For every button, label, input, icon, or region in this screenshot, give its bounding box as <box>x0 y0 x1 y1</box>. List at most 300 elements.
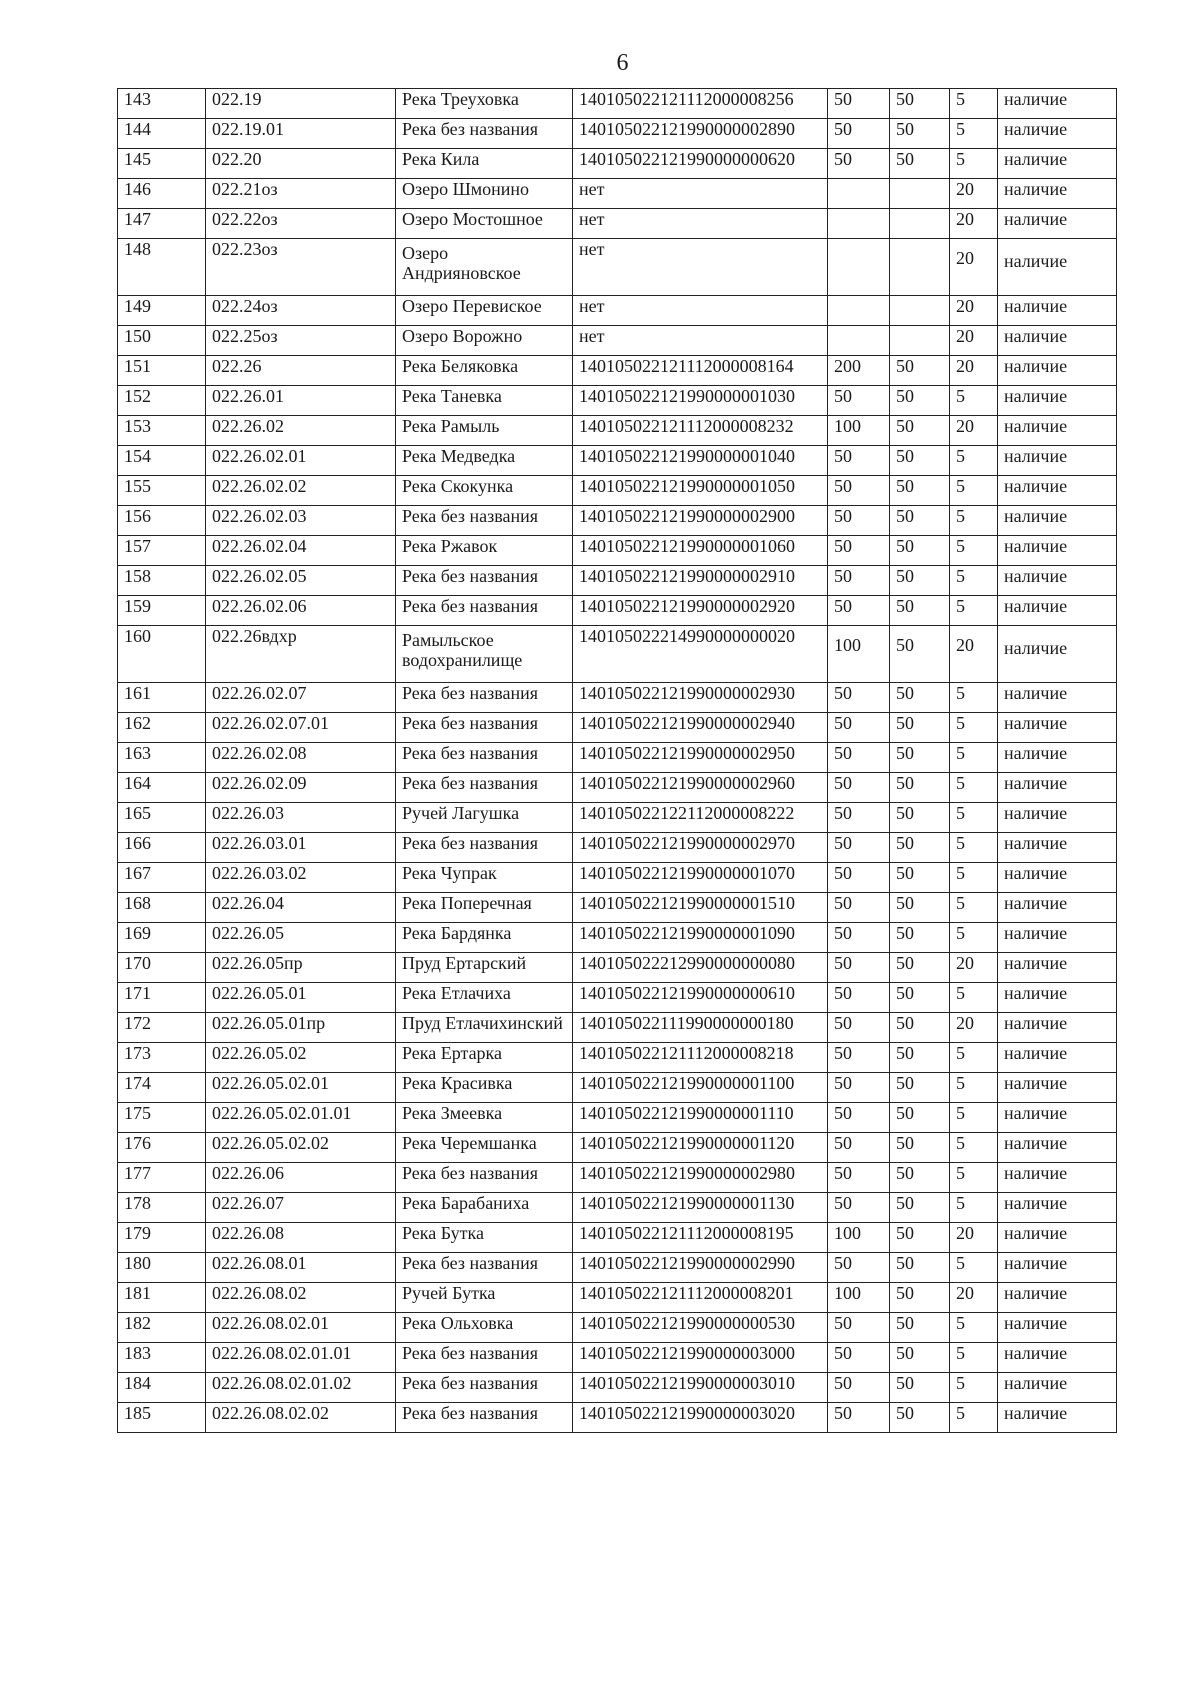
object-name: Пруд Етлачихинский <box>396 1013 573 1043</box>
row-number: 178 <box>118 1193 206 1223</box>
status: наличие <box>998 296 1117 326</box>
registry-id: 140105022121990000002930 <box>573 683 828 713</box>
value-2: 50 <box>890 683 950 713</box>
value-2: 50 <box>890 803 950 833</box>
status: наличие <box>998 1013 1117 1043</box>
object-code: 022.26.05пр <box>206 953 396 983</box>
value-1: 50 <box>828 773 890 803</box>
status: наличие <box>998 833 1117 863</box>
row-number: 160 <box>118 626 206 683</box>
registry-id: 140105022121990000001070 <box>573 863 828 893</box>
row-number: 177 <box>118 1163 206 1193</box>
row-number: 179 <box>118 1223 206 1253</box>
object-name: Река Треуховка <box>396 89 573 119</box>
value-1: 50 <box>828 1043 890 1073</box>
status: наличие <box>998 983 1117 1013</box>
registry-id: нет <box>573 326 828 356</box>
status: наличие <box>998 1043 1117 1073</box>
object-code: 022.26.02.07.01 <box>206 713 396 743</box>
registry-id: 140105022121990000002960 <box>573 773 828 803</box>
status: наличие <box>998 893 1117 923</box>
object-code: 022.26.08.01 <box>206 1253 396 1283</box>
registry-id: 140105022121990000000620 <box>573 149 828 179</box>
registry-id: 140105022121112000008256 <box>573 89 828 119</box>
value-3: 5 <box>950 923 998 953</box>
table-row <box>118 863 1117 893</box>
object-name: Река Етлачиха <box>396 983 573 1013</box>
object-code: 022.26.08.02.01.01 <box>206 1343 396 1373</box>
row-number: 173 <box>118 1043 206 1073</box>
value-2: 50 <box>890 1043 950 1073</box>
status: наличие <box>998 416 1117 446</box>
value-3: 20 <box>950 1223 998 1253</box>
value-1: 100 <box>828 626 890 683</box>
row-number: 154 <box>118 446 206 476</box>
table-row <box>118 1013 1117 1043</box>
table-row <box>118 803 1117 833</box>
status: наличие <box>998 179 1117 209</box>
value-1 <box>828 209 890 239</box>
value-3: 5 <box>950 1163 998 1193</box>
value-2: 50 <box>890 893 950 923</box>
registry-id: 140105022121990000002920 <box>573 596 828 626</box>
object-name: Река Рамыль <box>396 416 573 446</box>
value-1: 50 <box>828 596 890 626</box>
page-number: 6 <box>616 50 629 76</box>
object-code: 022.20 <box>206 149 396 179</box>
value-2: 50 <box>890 1103 950 1133</box>
value-2: 50 <box>890 923 950 953</box>
object-code: 022.26.02.01 <box>206 446 396 476</box>
object-code: 022.26.04 <box>206 893 396 923</box>
table-row <box>118 566 1117 596</box>
status: наличие <box>998 566 1117 596</box>
object-name: Река без названия <box>396 1343 573 1373</box>
object-name: Река без названия <box>396 1403 573 1433</box>
row-number: 182 <box>118 1313 206 1343</box>
object-code: 022.26.08.02.01.02 <box>206 1373 396 1403</box>
row-number: 152 <box>118 386 206 416</box>
registry-id: 140105022121990000001110 <box>573 1103 828 1133</box>
object-name: Озеро Перевиское <box>396 296 573 326</box>
table-row <box>118 596 1117 626</box>
object-name: Река без названия <box>396 833 573 863</box>
value-1 <box>828 296 890 326</box>
status: наличие <box>998 923 1117 953</box>
row-number: 180 <box>118 1253 206 1283</box>
status: наличие <box>998 773 1117 803</box>
table-row <box>118 983 1117 1013</box>
value-2: 50 <box>890 1013 950 1043</box>
object-code: 022.23оз <box>206 239 396 296</box>
object-name: Река Бутка <box>396 1223 573 1253</box>
object-code: 022.19 <box>206 89 396 119</box>
object-code: 022.26.02.03 <box>206 506 396 536</box>
row-number: 175 <box>118 1103 206 1133</box>
row-number: 148 <box>118 239 206 296</box>
registry-id: 140105022111990000000180 <box>573 1013 828 1043</box>
value-1: 50 <box>828 983 890 1013</box>
status: наличие <box>998 1193 1117 1223</box>
row-number: 161 <box>118 683 206 713</box>
row-number: 146 <box>118 179 206 209</box>
row-number: 163 <box>118 743 206 773</box>
object-code: 022.26.02.02 <box>206 476 396 506</box>
object-name: Река Чупрак <box>396 863 573 893</box>
value-1: 50 <box>828 713 890 743</box>
object-name: Озеро Мостошное <box>396 209 573 239</box>
registry-id: 140105022121990000003020 <box>573 1403 828 1433</box>
row-number: 147 <box>118 209 206 239</box>
registry-id: 140105022121112000008164 <box>573 356 828 386</box>
value-2: 50 <box>890 1313 950 1343</box>
object-code: 022.21оз <box>206 179 396 209</box>
object-code: 022.26.08.02 <box>206 1283 396 1313</box>
value-1: 50 <box>828 506 890 536</box>
object-code: 022.26.03.01 <box>206 833 396 863</box>
value-1: 50 <box>828 149 890 179</box>
object-code: 022.26.08.02.01 <box>206 1313 396 1343</box>
value-3: 20 <box>950 326 998 356</box>
registry-id: 140105022121990000003000 <box>573 1343 828 1373</box>
row-number: 167 <box>118 863 206 893</box>
value-3: 5 <box>950 803 998 833</box>
registry-id: 140105022121990000001050 <box>573 476 828 506</box>
table-row <box>118 179 1117 209</box>
value-2: 50 <box>890 953 950 983</box>
object-code: 022.26.05.01пр <box>206 1013 396 1043</box>
object-code: 022.26.02.07 <box>206 683 396 713</box>
registry-id: 140105022121990000002990 <box>573 1253 828 1283</box>
value-3: 5 <box>950 743 998 773</box>
row-number: 156 <box>118 506 206 536</box>
object-name: Река без названия <box>396 713 573 743</box>
status: наличие <box>998 446 1117 476</box>
table-row <box>118 1133 1117 1163</box>
registry-id: 140105022121112000008195 <box>573 1223 828 1253</box>
object-name: Река Барабаниха <box>396 1193 573 1223</box>
value-3: 5 <box>950 1313 998 1343</box>
registry-id: 140105022121990000001030 <box>573 386 828 416</box>
table-row <box>118 1043 1117 1073</box>
value-2: 50 <box>890 1133 950 1163</box>
status: наличие <box>998 536 1117 566</box>
table-row <box>118 536 1117 566</box>
table-row <box>118 1283 1117 1313</box>
table-row <box>118 149 1117 179</box>
value-2: 50 <box>890 1373 950 1403</box>
value-1: 50 <box>828 1253 890 1283</box>
object-name: Река без названия <box>396 773 573 803</box>
value-2: 50 <box>890 713 950 743</box>
value-1: 50 <box>828 1073 890 1103</box>
value-2 <box>890 179 950 209</box>
value-3: 5 <box>950 386 998 416</box>
registry-id: 140105022121990000001060 <box>573 536 828 566</box>
object-code: 022.26.05.01 <box>206 983 396 1013</box>
object-code: 022.26.05.02.01 <box>206 1073 396 1103</box>
object-name: Озеро Ворожно <box>396 326 573 356</box>
row-number: 157 <box>118 536 206 566</box>
value-3: 20 <box>950 953 998 983</box>
value-3: 5 <box>950 566 998 596</box>
value-3: 20 <box>950 239 998 296</box>
value-3: 5 <box>950 1073 998 1103</box>
table-row <box>118 893 1117 923</box>
object-name: Река без названия <box>396 596 573 626</box>
value-3: 20 <box>950 209 998 239</box>
value-1: 50 <box>828 1313 890 1343</box>
table-row <box>118 626 1117 683</box>
object-code: 022.26.05 <box>206 923 396 953</box>
registry-id: 140105022121990000002970 <box>573 833 828 863</box>
table-row <box>118 713 1117 743</box>
status: наличие <box>998 626 1117 683</box>
object-code: 022.26.02.04 <box>206 536 396 566</box>
value-2: 50 <box>890 566 950 596</box>
row-number: 169 <box>118 923 206 953</box>
row-number: 184 <box>118 1373 206 1403</box>
object-name: Река Ольховка <box>396 1313 573 1343</box>
object-code: 022.22оз <box>206 209 396 239</box>
value-3: 5 <box>950 833 998 863</box>
table-row <box>118 386 1117 416</box>
status: наличие <box>998 89 1117 119</box>
status: наличие <box>998 149 1117 179</box>
registry-id: 140105022121990000000610 <box>573 983 828 1013</box>
object-name: Река без названия <box>396 506 573 536</box>
status: наличие <box>998 743 1117 773</box>
value-2: 50 <box>890 1283 950 1313</box>
object-name: Река без названия <box>396 683 573 713</box>
row-number: 149 <box>118 296 206 326</box>
value-1: 50 <box>828 119 890 149</box>
value-1: 50 <box>828 1373 890 1403</box>
value-1: 50 <box>828 743 890 773</box>
table-row <box>118 833 1117 863</box>
row-number: 145 <box>118 149 206 179</box>
table-row <box>118 683 1117 713</box>
status: наличие <box>998 1223 1117 1253</box>
value-3: 20 <box>950 296 998 326</box>
value-2: 50 <box>890 596 950 626</box>
table-row <box>118 1253 1117 1283</box>
value-1: 50 <box>828 803 890 833</box>
object-name: Озеро Шмонино <box>396 179 573 209</box>
table-row <box>118 446 1117 476</box>
registry-id: 140105022122112000008222 <box>573 803 828 833</box>
value-3: 5 <box>950 683 998 713</box>
registry-id: 140105022121990000001120 <box>573 1133 828 1163</box>
value-3: 5 <box>950 983 998 1013</box>
registry-id: 140105022121990000001510 <box>573 893 828 923</box>
row-number: 172 <box>118 1013 206 1043</box>
row-number: 144 <box>118 119 206 149</box>
registry-id: 140105022121990000002900 <box>573 506 828 536</box>
table-row <box>118 356 1117 386</box>
table-row <box>118 1343 1117 1373</box>
status: наличие <box>998 953 1117 983</box>
registry-id: 140105022121990000002980 <box>573 1163 828 1193</box>
value-3: 5 <box>950 89 998 119</box>
object-name: Река Ертарка <box>396 1043 573 1073</box>
value-3: 5 <box>950 863 998 893</box>
value-2: 50 <box>890 356 950 386</box>
object-name: Река Бардянка <box>396 923 573 953</box>
value-2: 50 <box>890 833 950 863</box>
status: наличие <box>998 683 1117 713</box>
status: наличие <box>998 326 1117 356</box>
value-3: 5 <box>950 1373 998 1403</box>
value-1: 50 <box>828 893 890 923</box>
table-row <box>118 239 1117 296</box>
value-1 <box>828 326 890 356</box>
object-name: Река Кила <box>396 149 573 179</box>
status: наличие <box>998 1073 1117 1103</box>
registry-id: 140105022121990000002940 <box>573 713 828 743</box>
value-2: 50 <box>890 476 950 506</box>
object-name: Река Беляковка <box>396 356 573 386</box>
value-2: 50 <box>890 626 950 683</box>
registry-id: 140105022121990000003010 <box>573 1373 828 1403</box>
object-name: Река Ржавок <box>396 536 573 566</box>
registry-id: нет <box>573 296 828 326</box>
value-3: 20 <box>950 356 998 386</box>
object-name: Река без названия <box>396 566 573 596</box>
row-number: 168 <box>118 893 206 923</box>
table-row <box>118 1403 1117 1433</box>
value-2: 50 <box>890 1223 950 1253</box>
object-name: Река Скокунка <box>396 476 573 506</box>
value-3: 5 <box>950 506 998 536</box>
object-name: Пруд Ертарский <box>396 953 573 983</box>
object-code: 022.26.03 <box>206 803 396 833</box>
value-2 <box>890 296 950 326</box>
value-3: 5 <box>950 1343 998 1373</box>
value-2 <box>890 326 950 356</box>
registry-id: 140105022121112000008232 <box>573 416 828 446</box>
status: наличие <box>998 356 1117 386</box>
value-2: 50 <box>890 416 950 446</box>
row-number: 176 <box>118 1133 206 1163</box>
value-3: 5 <box>950 536 998 566</box>
table-row <box>118 89 1117 119</box>
object-code: 022.26.01 <box>206 386 396 416</box>
registry-id: 140105022121990000002950 <box>573 743 828 773</box>
status: наличие <box>998 1283 1117 1313</box>
registry-id: 140105022212990000000080 <box>573 953 828 983</box>
value-2: 50 <box>890 536 950 566</box>
row-number: 143 <box>118 89 206 119</box>
status: наличие <box>998 1103 1117 1133</box>
status: наличие <box>998 506 1117 536</box>
row-number: 158 <box>118 566 206 596</box>
status: наличие <box>998 1373 1117 1403</box>
value-1: 50 <box>828 536 890 566</box>
registry-id: нет <box>573 179 828 209</box>
value-2: 50 <box>890 119 950 149</box>
object-name: Река без названия <box>396 1163 573 1193</box>
table-row <box>118 1193 1117 1223</box>
object-name: Река без названия <box>396 119 573 149</box>
row-number: 155 <box>118 476 206 506</box>
row-number: 185 <box>118 1403 206 1433</box>
value-2: 50 <box>890 1343 950 1373</box>
object-name: Ручей Лагушка <box>396 803 573 833</box>
status: наличие <box>998 1343 1117 1373</box>
value-3: 5 <box>950 446 998 476</box>
status: наличие <box>998 119 1117 149</box>
water-objects-table <box>117 88 1117 1433</box>
value-2 <box>890 209 950 239</box>
row-number: 159 <box>118 596 206 626</box>
object-code: 022.26.05.02.02 <box>206 1133 396 1163</box>
object-code: 022.26вдхр <box>206 626 396 683</box>
status: наличие <box>998 1163 1117 1193</box>
status: наличие <box>998 596 1117 626</box>
row-number: 174 <box>118 1073 206 1103</box>
row-number: 151 <box>118 356 206 386</box>
value-3: 5 <box>950 713 998 743</box>
row-number: 183 <box>118 1343 206 1373</box>
object-code: 022.26.02.06 <box>206 596 396 626</box>
object-code: 022.26.02 <box>206 416 396 446</box>
registry-id: нет <box>573 209 828 239</box>
value-3: 5 <box>950 476 998 506</box>
value-1: 50 <box>828 476 890 506</box>
object-name: Река Змеевка <box>396 1103 573 1133</box>
object-code: 022.26 <box>206 356 396 386</box>
value-3: 20 <box>950 179 998 209</box>
object-name: Река Поперечная <box>396 893 573 923</box>
object-name: Озеро Андрияновское <box>396 239 573 296</box>
table-row <box>118 1313 1117 1343</box>
table-row <box>118 1223 1117 1253</box>
object-code: 022.26.08.02.02 <box>206 1403 396 1433</box>
value-2: 50 <box>890 1073 950 1103</box>
value-1: 50 <box>828 923 890 953</box>
value-1: 100 <box>828 1223 890 1253</box>
value-1 <box>828 239 890 296</box>
object-code: 022.19.01 <box>206 119 396 149</box>
object-code: 022.24оз <box>206 296 396 326</box>
value-3: 5 <box>950 773 998 803</box>
table-row <box>118 1103 1117 1133</box>
value-3: 5 <box>950 119 998 149</box>
table-row <box>118 1163 1117 1193</box>
value-1: 50 <box>828 1343 890 1373</box>
row-number: 181 <box>118 1283 206 1313</box>
object-name: Река без названия <box>396 1253 573 1283</box>
value-1: 50 <box>828 89 890 119</box>
status: наличие <box>998 803 1117 833</box>
value-3: 5 <box>950 596 998 626</box>
row-number: 150 <box>118 326 206 356</box>
object-name: Рамыльское водохранилище <box>396 626 573 683</box>
value-1: 100 <box>828 1283 890 1313</box>
value-2: 50 <box>890 1253 950 1283</box>
object-name: Река Медведка <box>396 446 573 476</box>
object-code: 022.26.06 <box>206 1163 396 1193</box>
value-1: 50 <box>828 863 890 893</box>
table-row <box>118 326 1117 356</box>
value-1: 50 <box>828 1103 890 1133</box>
value-2: 50 <box>890 983 950 1013</box>
value-1: 50 <box>828 1013 890 1043</box>
object-name: Ручей Бутка <box>396 1283 573 1313</box>
object-code: 022.26.08 <box>206 1223 396 1253</box>
value-2: 50 <box>890 863 950 893</box>
